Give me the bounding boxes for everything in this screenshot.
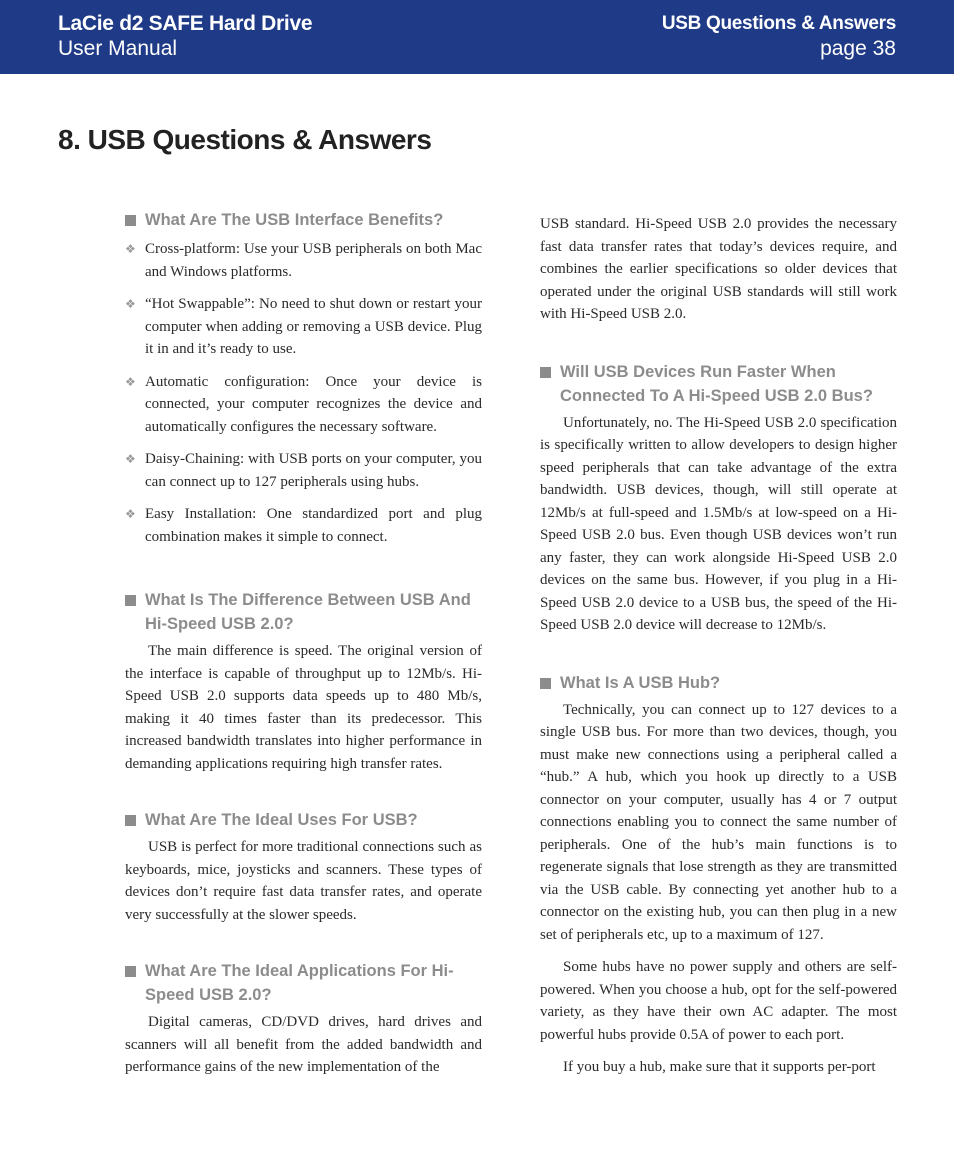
list-item: [125, 238, 482, 283]
diamond-bullet-icon: ❖: [125, 507, 136, 521]
square-bullet-icon: [125, 815, 136, 826]
spacer: [540, 326, 897, 360]
answer-paragraph: Technically, you can connect up to 127 devices to a single USB bus. For more than two devices, though, you must make new connections using a peripheral called a “hub.” A hub, which you hook up directly to a USB connector on your computer, usually has 4 or 7 output connections enabling you to connect the same number of peripherals. One of the hub’s main functions is to regenerate signals that lose strength as they are transmitted via the USB cable. By connecting yet another hub to a connector on the existing hub, you can then plug in a new set of peripherals etc, up to a maximum of 127.: [540, 701, 897, 943]
list-item-text: Automatic configuration: Once your device is connected, your computer recognizes the device and automatically configures the necessary software.: [145, 373, 482, 435]
question-text: What Are The Ideal Applications For Hi-Speed USB 2.0?: [145, 962, 454, 1004]
spacer: [125, 926, 482, 959]
answer-paragraph: Digital cameras, CD/DVD drives, hard drives and scanners will all benefit from the added bandwidth and performance gains of the new implementation of the: [125, 1014, 482, 1075]
question-text: What Is The Difference Between USB And Hi-Speed USB 2.0?: [145, 591, 471, 633]
chapter-title: 8. USB Questions & Answers: [58, 124, 432, 155]
spacer: [125, 775, 482, 808]
question-text: What Is A USB Hub?: [560, 673, 721, 692]
answer-paragraph: The main difference is speed. The original version of the interface is capable of throughput up to 12Mb/s. Hi-Speed USB 2.0 supports data speeds up to 480 Mb/s, making it 40 times faster than its predecessor. This increased bandwidth translates into higher performance in demanding applications requiring high transfer rates.: [125, 643, 482, 772]
spacer: [540, 946, 897, 952]
question-text: What Are The USB Interface Benefits?: [145, 211, 444, 229]
list-item-text: “Hot Swappable”: No need to shut down or restart your computer when adding or removing a USB device. Plug it in and it’s ready to use.: [145, 296, 482, 357]
question-heading: [125, 808, 482, 832]
answer-paragraph: Some hubs have no power supply and others are self-powered. When you choose a hub, opt for the self-powered variety, as they have their own AC adapter. The most powerful hubs provide 0.5A of power to each port.: [540, 959, 897, 1043]
diamond-bullet-icon: ❖: [125, 242, 136, 256]
diamond-bullet-icon: ❖: [125, 374, 136, 389]
list-item: [125, 293, 482, 361]
spacer: [540, 637, 897, 671]
question-heading: [125, 588, 482, 636]
document-name: User Manual: [58, 37, 178, 60]
question-heading: [540, 360, 897, 408]
answer-paragraph: USB is perfect for more traditional connections such as keyboards, mice, joysticks and scanners. These types of devices don’t require fast data transfer rates, and operate very successfully at the slower speeds.: [125, 839, 482, 923]
question-heading: [540, 671, 897, 695]
list-item: [125, 503, 482, 548]
product-name: LaCie d2 SAFE Hard Drive: [58, 12, 313, 35]
benefits-list: [125, 238, 482, 548]
page-header: [0, 0, 954, 74]
answer-paragraph: Unfortunately, no. The Hi-Speed USB 2.0 specification is specifically written to allow developers to design higher speed peripherals that can take advantage of the extra bandwidth. USB devices, though, will still operate at 12Mb/s at full-speed and 1.5Mb/s at low-speed on a Hi-Speed USB 2.0 bus. Even though USB devices won’t run any faster, they can work alongside Hi-Speed USB 2.0 devices on the same bus. However, if you plug in a Hi-Speed USB 2.0 device to a USB bus, the speed of the Hi-Speed USB 2.0 device will decrease to 12Mb/s.: [540, 414, 897, 633]
square-bullet-icon: [540, 678, 551, 689]
spacer: [540, 1046, 897, 1052]
square-bullet-icon: [125, 595, 136, 606]
diamond-bullet-icon: ❖: [125, 452, 136, 466]
spacer: [125, 558, 482, 588]
square-bullet-icon: [125, 966, 136, 977]
left-column: [125, 208, 482, 1079]
list-item-text: Daisy-Chaining: with USB ports on your computer, you can connect up to 127 peripherals using hubs.: [145, 451, 482, 490]
diamond-bullet-icon: ❖: [125, 297, 136, 311]
question-text: What Are The Ideal Uses For USB?: [145, 811, 418, 829]
list-item-text: Cross-platform: Use your USB peripherals on both Mac and Windows platforms.: [145, 241, 482, 280]
section-name: USB Questions & Answers: [661, 13, 896, 34]
square-bullet-icon: [125, 215, 136, 226]
answer-paragraph-continued: USB standard. Hi-Speed USB 2.0 provides the necessary fast data transfer rates that today’s devices require, and combines the earlier specifications so older devices that operated under the original USB standards will still work with Hi-Speed USB 2.0.: [540, 216, 897, 322]
right-column: [540, 213, 897, 1079]
question-heading: [125, 959, 482, 1007]
answer-paragraph: If you buy a hub, make sure that it supports per-port: [563, 1059, 876, 1075]
header-left: [58, 12, 312, 62]
header-right: [662, 12, 896, 62]
list-item-text: Easy Installation: One standardized port and plug combination makes it simple to connect.: [145, 506, 482, 545]
question-text: Will USB Devices Run Faster When Connected To A Hi-Speed USB 2.0 Bus?: [560, 362, 873, 405]
question-heading: [125, 208, 482, 232]
list-item: [125, 371, 482, 439]
page-number: page 38: [820, 37, 896, 60]
square-bullet-icon: [540, 367, 551, 378]
list-item: [125, 448, 482, 493]
